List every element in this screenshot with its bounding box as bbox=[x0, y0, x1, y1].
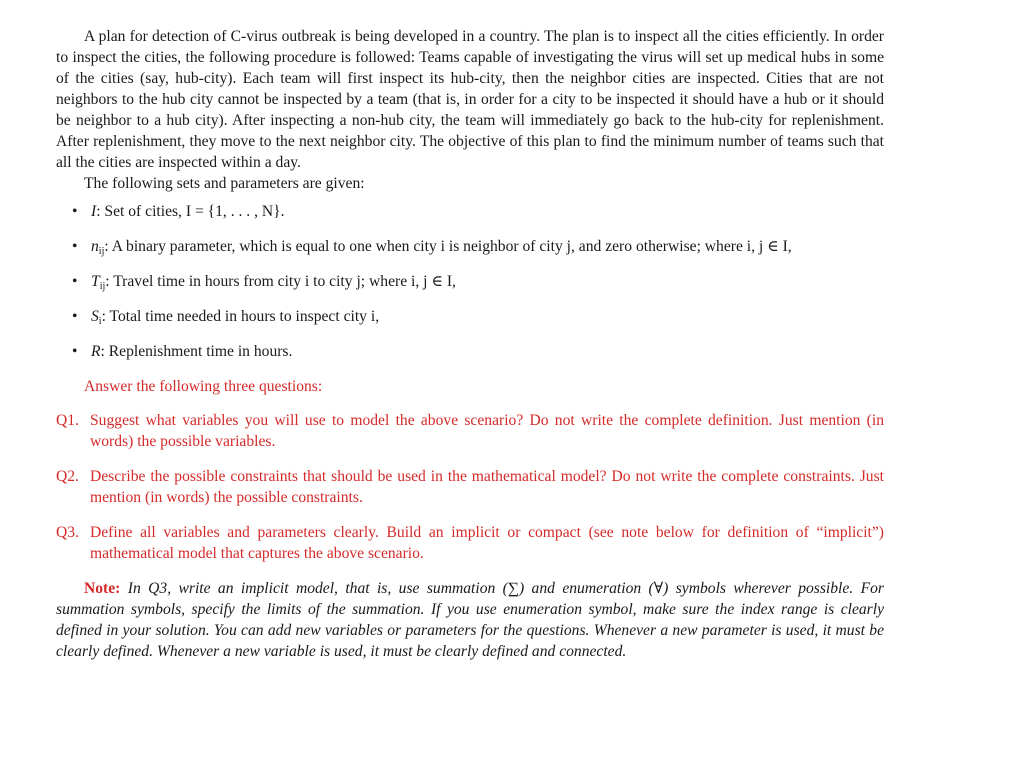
question-3 bbox=[56, 522, 884, 564]
param-text: : A binary parameter, which is equal to one when city i is neighbor of city j, and zero otherwise; where i, j ∈ I, bbox=[104, 238, 792, 255]
param-text: : Total time needed in hours to inspect city i, bbox=[101, 308, 380, 325]
question-number: Q3. bbox=[56, 524, 79, 541]
param-symbol: R bbox=[91, 343, 101, 360]
question-text: Describe the possible constraints that should be used in the mathematical model? Do not write the complete constraints. Just mention (in words) the possible constraints. bbox=[90, 468, 884, 506]
bullet-icon: • bbox=[72, 203, 78, 220]
list-item bbox=[72, 341, 884, 362]
param-text: : Replenishment time in hours. bbox=[100, 343, 293, 360]
sets-intro: The following sets and parameters are given: bbox=[84, 175, 365, 192]
note-paragraph bbox=[56, 578, 884, 662]
question-text: Define all variables and parameters clearly. Build an implicit or compact (see note below for definition of “implicit”) mathematical model that captures the above scenario. bbox=[90, 524, 884, 562]
bullet-icon: • bbox=[72, 238, 78, 255]
bullet-icon: • bbox=[72, 308, 78, 325]
question-1 bbox=[56, 410, 884, 452]
question-number: Q2. bbox=[56, 468, 79, 485]
parameter-list bbox=[56, 201, 884, 362]
note-text: In Q3, write an implicit model, that is, use summation (∑) and enumeration (∀) symbols wherever possible. For summation symbols, specify the limits of the summation. If you use enumeration symbol, make sure the index range is clearly defined in your solution. You can add new variables or parameters for the questions. Whenever a new parameter is used, it must be clearly defined. Whenever a new variable is used, it must be clearly defined and connected. bbox=[56, 580, 884, 660]
intro-paragraph: A plan for detection of C-virus outbreak is being developed in a country. The plan is to inspect all the cities efficiently. In order to inspect the cities, the following procedure is followed: Teams capable of investigating the virus will set up medical hubs in some of the cities (say, hub-city). Each team will first inspect its hub-city, then the neighbor cities are inspected. Cities that are not neighbors to the hub city cannot be inspected by a team (that is, in order for a city to be inspected it should have a hub or it should be neighbor to a hub city). After inspecting a non-hub city, the team will immediately go back to the hub-city for replenishment. After replenishment, they move to the next neighbor city. The objective of this plan to find the minimum number of teams such that all the cities are inspected within a day. bbox=[56, 28, 884, 171]
param-symbol: I bbox=[91, 203, 97, 220]
note-label: Note: bbox=[84, 580, 121, 597]
list-item bbox=[72, 201, 884, 222]
question-number: Q1. bbox=[56, 412, 79, 429]
document-page bbox=[56, 26, 884, 662]
question-2 bbox=[56, 466, 884, 508]
list-item: • $n_{ij}$: A binary parameter, which is equal to one when city i is neighbor of city j, and zero otherwise; where i, j ∈ I, bbox=[72, 238, 792, 257]
list-item: • $S_i$: Total time needed in hours to inspect city i, bbox=[72, 308, 380, 327]
answer-lead: Answer the following three questions: bbox=[84, 378, 323, 395]
bullet-icon: • bbox=[72, 273, 78, 290]
param-text: : Set of cities, I = {1, . . . , N}. bbox=[96, 203, 285, 220]
param-symbol: S bbox=[91, 308, 99, 325]
bullet-icon: • bbox=[72, 343, 78, 360]
param-symbol: T bbox=[91, 273, 100, 290]
param-symbol: n bbox=[91, 238, 99, 255]
param-text: : Travel time in hours from city i to city j; where i, j ∈ I, bbox=[105, 273, 456, 290]
list-item: • $T_{ij}$: Travel time in hours from city i to city j; where i, j ∈ I, bbox=[72, 273, 456, 292]
question-text: Suggest what variables you will use to model the above scenario? Do not write the complete definition. Just mention (in words) the possible variables. bbox=[90, 412, 884, 450]
